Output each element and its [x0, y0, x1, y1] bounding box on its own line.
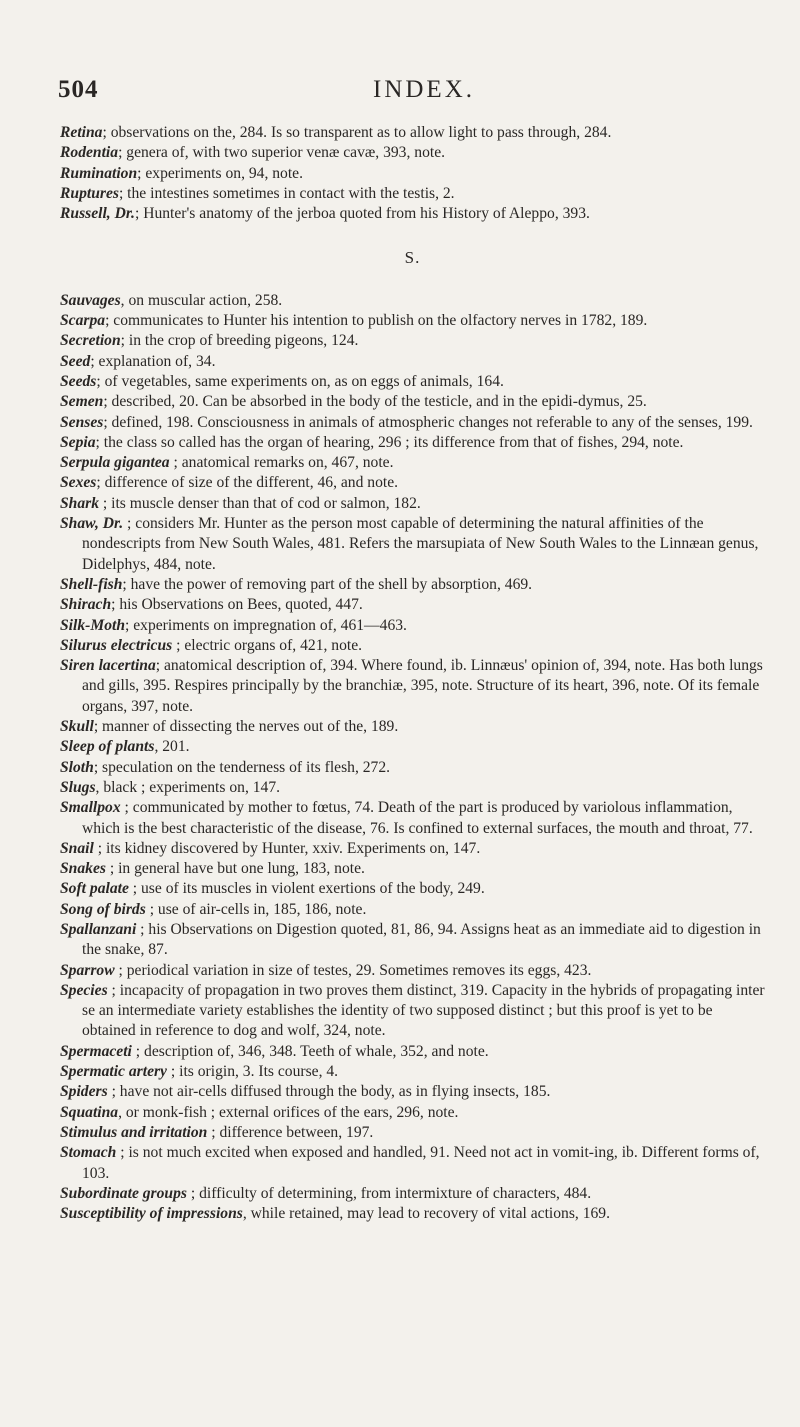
index-description: ; manner of dissecting the nerves out of the, 189.	[93, 718, 399, 736]
index-term: Rodentia	[60, 144, 119, 162]
index-entry	[60, 900, 765, 920]
index-content	[60, 123, 765, 1224]
index-description: ; his Observations on Digestion quoted, 81, 86, 94. Assigns heat as an immediate aid to digestion in the snake, 87.	[82, 920, 761, 959]
index-description: ; Hunter's anatomy of the jerboa quoted from his History of Aleppo, 393.	[134, 205, 590, 223]
index-description: ; anatomical remarks on, 467, note.	[169, 454, 394, 472]
index-entry	[60, 331, 765, 351]
index-entry	[60, 656, 765, 717]
index-entry	[60, 798, 765, 839]
index-term: Secretion	[60, 332, 121, 350]
index-description: ; use of its muscles in violent exertions of the body, 249.	[128, 880, 485, 898]
index-entry	[60, 473, 765, 493]
index-term: Sauvages	[60, 291, 121, 309]
index-term: Semen	[60, 393, 104, 411]
index-entry	[60, 1123, 765, 1143]
index-term: Shirach	[60, 596, 112, 614]
index-term: Serpula gigantea	[60, 454, 170, 472]
index-entry	[60, 1184, 765, 1204]
index-description: , 201.	[154, 738, 190, 756]
index-description: ; described, 20. Can be absorbed in the body of the testicle, and in the epidi-dymus, 25.	[103, 393, 647, 411]
index-description: ; defined, 198. Consciousness in animals of atmospheric changes not referable to any of the senses, 199.	[103, 413, 753, 431]
index-term: Siren lacertina	[60, 657, 156, 675]
index-entry	[60, 1042, 765, 1062]
index-entry	[60, 758, 765, 778]
index-term: Silk-Moth	[60, 616, 125, 634]
index-entry	[60, 1204, 765, 1224]
running-head: INDEX.	[373, 76, 476, 103]
index-description: ; the intestines sometimes in contact with the testis, 2.	[118, 184, 455, 202]
index-entry	[60, 616, 765, 636]
index-entry	[60, 575, 765, 595]
index-entry	[60, 981, 765, 1042]
page-header	[58, 76, 758, 110]
index-description: ; anatomical description of, 394. Where found, ib. Linnæus' opinion of, 394, note. Has both lungs and gills, 395. Respires principally by the branchiæ, 395, note. Structure of its heart, 396, note. Of its female organs, 397, note.	[82, 657, 763, 715]
index-description: ; have the power of removing part of the shell by absorption, 469.	[122, 575, 533, 593]
index-term: Spallanzani	[60, 920, 137, 938]
index-term: Soft palate	[60, 880, 129, 898]
index-term: Spermatic artery	[60, 1063, 167, 1081]
index-entry	[60, 717, 765, 737]
index-term: Seed	[60, 352, 91, 370]
index-description: ; speculation on the tenderness of its flesh, 272.	[93, 758, 391, 776]
index-term: Senses	[60, 413, 104, 431]
index-term: Sparrow	[60, 961, 115, 979]
index-description: ; observations on the, 284. Is so transparent as to allow light to pass through, 284.	[102, 124, 612, 141]
index-entry	[60, 433, 765, 453]
index-description: ; have not air-cells diffused through the body, as in flying insects, 185.	[107, 1083, 551, 1101]
index-entry	[60, 143, 765, 163]
index-term: Sleep of plants	[60, 738, 155, 756]
index-term: Sepia	[60, 433, 96, 451]
index-term: Seeds	[60, 372, 97, 390]
index-description: ; difference of size of the different, 46, and note.	[96, 474, 399, 492]
index-term: Sloth	[60, 758, 94, 776]
index-term: Skull	[60, 718, 94, 736]
index-term: Sexes	[60, 474, 97, 492]
index-term: Russell, Dr.	[60, 205, 135, 223]
index-description: ; explanation of, 34.	[90, 352, 216, 370]
section-letter: S.	[404, 248, 421, 268]
index-entry	[60, 839, 765, 859]
index-description: ; its muscle denser than that of cod or salmon, 182.	[99, 494, 421, 512]
index-term: Stomach	[60, 1144, 117, 1162]
index-description: ; is not much excited when exposed and handled, 91. Need not act in vomit-ing, ib. Different forms of, 103.	[82, 1144, 760, 1182]
index-term: Susceptibility of impressions	[60, 1205, 243, 1223]
index-entry	[60, 123, 765, 143]
index-entry	[60, 514, 765, 575]
index-entry	[60, 636, 765, 656]
index-term: Smallpox	[60, 799, 121, 817]
index-description: , on muscular action, 258.	[120, 291, 283, 309]
index-description: ; considers Mr. Hunter as the person most capable of determining the natural affinities of the nondescripts from New South Wales, 481. Refers the marsupiata of New South Wales to the Linnæan genus, Didelphys, 484, note.	[82, 515, 759, 573]
index-description: ; in general have but one lung, 183, note.	[105, 860, 365, 878]
index-entry	[60, 372, 765, 392]
index-term: Shell-fish	[60, 575, 123, 593]
index-term: Snail	[60, 839, 94, 857]
index-description: ; its origin, 3. Its course, 4.	[166, 1063, 339, 1081]
index-term: Spermaceti	[60, 1042, 132, 1060]
index-description: ; periodical variation in size of testes, 29. Sometimes removes its eggs, 423.	[114, 961, 592, 979]
index-entry	[60, 184, 765, 204]
index-entry	[60, 1103, 765, 1123]
index-description: ; communicated by mother to fœtus, 74. Death of the part is produced by variolous inflammation, which is the best characteristic of the disease, 76. Is confined to external surfaces, the mouth and throat, 77.	[82, 799, 753, 837]
index-section-s	[60, 291, 765, 1225]
index-term: Snakes	[60, 860, 106, 878]
index-description: ; his Observations on Bees, quoted, 447.	[111, 596, 363, 614]
index-entry	[60, 311, 765, 331]
index-entry	[60, 1143, 765, 1184]
index-term: Subordinate groups	[60, 1184, 187, 1202]
index-entry	[60, 595, 765, 615]
index-description: ; of vegetables, same experiments on, as on eggs of animals, 164.	[96, 372, 504, 390]
index-section-r	[60, 123, 765, 224]
index-term: Spiders	[60, 1083, 108, 1101]
index-entry	[60, 392, 765, 412]
index-term: Song of birds	[60, 900, 146, 918]
index-entry	[60, 920, 765, 961]
index-entry	[60, 1062, 765, 1082]
index-entry	[60, 1082, 765, 1102]
index-entry	[60, 737, 765, 757]
index-entry	[60, 413, 765, 433]
index-term: Slugs	[60, 778, 96, 796]
index-term: Retina	[60, 124, 103, 141]
index-description: ; difference between, 197.	[207, 1123, 374, 1141]
index-entry	[60, 352, 765, 372]
index-entry	[60, 164, 765, 184]
index-term: Species	[60, 981, 108, 999]
index-description: ; the class so called has the organ of hearing, 296 ; its difference from that of fishes, 294, note.	[95, 433, 684, 451]
index-term: Shark	[60, 494, 100, 512]
index-description: ; its kidney discovered by Hunter, xxiv. Experiments on, 147.	[93, 839, 481, 857]
index-term: Shaw, Dr.	[60, 515, 124, 533]
index-description: ; genera of, with two superior venæ cavæ, 393, note.	[118, 144, 446, 162]
index-entry	[60, 204, 765, 224]
index-description: , or monk-fish ; external orifices of the ears, 296, note.	[118, 1103, 459, 1121]
index-entry	[60, 961, 765, 981]
index-description: ; electric organs of, 421, note.	[172, 636, 363, 654]
index-description: ; difficulty of determining, from intermixture of characters, 484.	[186, 1184, 592, 1202]
index-description: ; experiments on impregnation of, 461—463.	[125, 616, 407, 634]
index-entry	[60, 879, 765, 899]
index-description: ; use of air-cells in, 185, 186, note.	[145, 900, 367, 918]
index-description: ; description of, 346, 348. Teeth of whale, 352, and note.	[131, 1042, 489, 1060]
index-entry	[60, 778, 765, 798]
index-description: ; experiments on, 94, note.	[137, 164, 304, 182]
index-term: Stimulus and irritation	[60, 1123, 208, 1141]
index-description: ; in the crop of breeding pigeons, 124.	[120, 332, 359, 350]
page-number: 504	[58, 76, 99, 103]
index-description: , while retained, may lead to recovery of vital actions, 169.	[242, 1205, 611, 1223]
index-entry	[60, 494, 765, 514]
index-entry	[60, 453, 765, 473]
index-description: , black ; experiments on, 147.	[95, 778, 281, 796]
index-entry	[60, 859, 765, 879]
index-term: Squatina	[60, 1103, 119, 1121]
index-term: Scarpa	[60, 312, 106, 330]
index-entry	[60, 291, 765, 311]
index-description: ; incapacity of propagation in two proves them distinct, 319. Capacity in the hybrids of propagating inter se an intermediate variety establishes the identity of two supposed distinct ; but this proof is yet to be obtained in reference to dog and wolf, 324, note.	[82, 981, 765, 1040]
index-term: Ruptures	[60, 184, 119, 202]
index-term: Rumination	[60, 164, 138, 182]
index-description: ; communicates to Hunter his intention to publish on the olfactory nerves in 1782, 189.	[105, 312, 648, 330]
index-term: Silurus electricus	[60, 636, 173, 654]
